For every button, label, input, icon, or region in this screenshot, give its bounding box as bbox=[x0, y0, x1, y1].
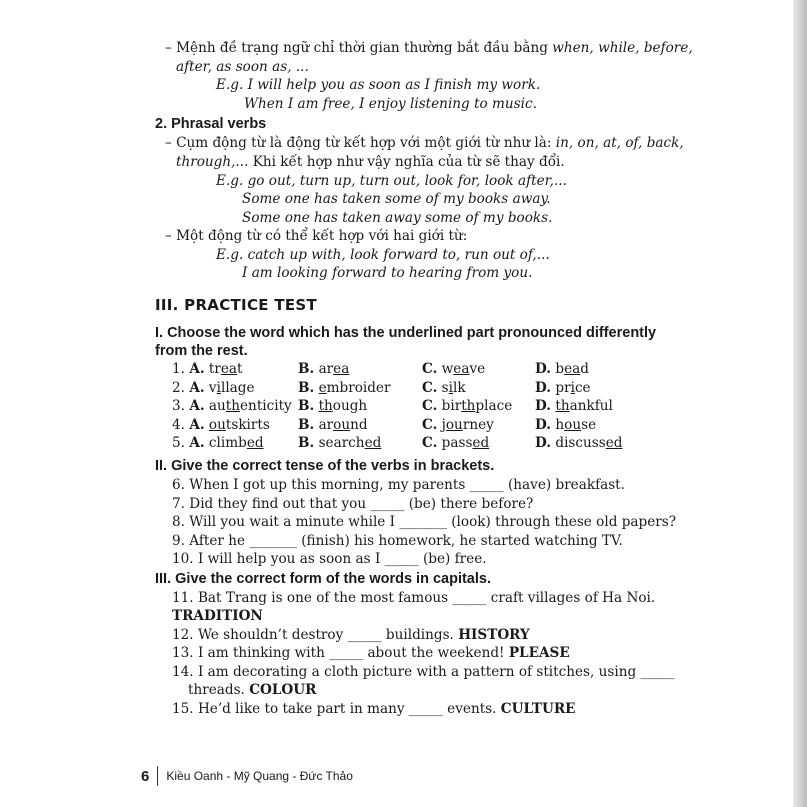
option-word-part: ar bbox=[318, 361, 334, 377]
underlined-part: ea bbox=[453, 361, 470, 377]
option-letter: A. bbox=[189, 435, 205, 451]
option-letter: C. bbox=[422, 379, 438, 396]
option-word-part: t bbox=[237, 361, 243, 377]
question-number: 2. bbox=[172, 379, 185, 396]
underlined-part: th bbox=[225, 398, 241, 414]
answer-option bbox=[172, 380, 255, 396]
exercise-item bbox=[172, 626, 530, 644]
option-word-part: w bbox=[441, 361, 454, 377]
option-word-part: rney bbox=[462, 416, 494, 433]
exercise-item: 10. I will help you as soon as I _____ (be) free. bbox=[172, 551, 487, 567]
question-number: 5. bbox=[172, 435, 185, 451]
option-word-part: ce bbox=[574, 379, 591, 396]
text: threads. bbox=[188, 682, 250, 698]
exercise-item: 11. Bat Trang is one of the most famous _____ craft villages of Ha Noi. bbox=[172, 590, 656, 606]
underlined-part: ed bbox=[246, 435, 264, 451]
option-word-part: enticity bbox=[240, 398, 292, 414]
answer-option bbox=[535, 435, 622, 451]
option-word-part: discuss bbox=[555, 435, 606, 451]
option-word-part: se bbox=[581, 416, 597, 433]
underlined-part: ea bbox=[220, 361, 238, 377]
answer-option bbox=[535, 361, 589, 377]
option-word-part: bir bbox=[441, 398, 462, 414]
option-letter: D. bbox=[535, 416, 552, 433]
option-word-part: tr bbox=[208, 361, 221, 377]
option-word-part: b bbox=[555, 361, 565, 377]
underlined-part: ed bbox=[364, 435, 382, 451]
option-word-part: place bbox=[475, 398, 513, 414]
capital-word: CULTURE bbox=[500, 701, 576, 717]
exercise-item: 9. After he _______ (finish) his homework, he started watching TV. bbox=[172, 533, 623, 549]
option-word-part: d bbox=[580, 361, 589, 377]
option-word-part: search bbox=[318, 435, 365, 451]
answer-option bbox=[535, 380, 591, 396]
option-word-part: ough bbox=[332, 398, 368, 414]
answer-option bbox=[298, 361, 349, 377]
option-word-part: nd bbox=[350, 416, 368, 433]
exercise-item: 14. I am decorating a cloth picture with a pattern of stitches, using _____ bbox=[172, 664, 675, 680]
answer-option bbox=[422, 380, 466, 396]
text: in, on, at, of, back, bbox=[555, 135, 684, 151]
answer-option bbox=[422, 417, 494, 433]
answer-option bbox=[172, 361, 243, 377]
option-letter: D. bbox=[535, 435, 552, 451]
option-letter: C. bbox=[422, 416, 438, 433]
example: I am looking forward to hearing from you. bbox=[242, 265, 533, 281]
option-word-part: pass bbox=[441, 435, 473, 451]
answer-option bbox=[535, 398, 613, 414]
exercise-item: 6. When I got up this morning, my parents _____ (have) breakfast. bbox=[172, 477, 625, 493]
underlined-part: th bbox=[318, 398, 333, 414]
answer-option bbox=[298, 380, 390, 396]
option-word-part: tskirts bbox=[225, 416, 270, 433]
practice-test-title: III. PRACTICE TEST bbox=[155, 296, 318, 314]
option-letter: A. bbox=[189, 416, 205, 433]
section-heading: I. Choose the word which has the underlined part pronounced differently bbox=[155, 325, 657, 341]
option-word-part: ar bbox=[318, 416, 334, 433]
option-letter: C. bbox=[422, 398, 438, 414]
option-letter: B. bbox=[298, 435, 315, 451]
answer-option bbox=[298, 398, 367, 414]
underlined-part: ou bbox=[333, 416, 351, 433]
text: 13. I am thinking with _____ about the weekend! bbox=[172, 645, 509, 661]
text: through,... bbox=[176, 154, 249, 170]
option-word-part: lk bbox=[453, 379, 466, 396]
underlined-part: ed bbox=[605, 435, 623, 451]
theory-line: – Một động từ có thể kết hợp với hai giới từ: bbox=[165, 228, 468, 244]
answer-option bbox=[422, 398, 512, 414]
option-letter: A. bbox=[189, 379, 205, 396]
option-word-part: au bbox=[208, 398, 226, 414]
option-letter: D. bbox=[535, 361, 552, 377]
section-heading: III. Give the correct form of the words in capitals. bbox=[155, 571, 491, 587]
underlined-part: i bbox=[448, 379, 453, 396]
answer-option bbox=[172, 435, 264, 451]
answer-option bbox=[422, 435, 489, 451]
option-word-part: pr bbox=[555, 379, 571, 396]
text: – Mệnh đề trạng ngữ chỉ thời gian thường bắt đầu bằng bbox=[165, 40, 553, 56]
option-letter: C. bbox=[422, 361, 438, 377]
answer-option bbox=[298, 435, 381, 451]
exercise-item bbox=[172, 700, 576, 718]
page-edge bbox=[793, 0, 807, 807]
option-letter: D. bbox=[535, 379, 552, 396]
authors: Kiều Oanh - Mỹ Quang - Đức Thảo bbox=[166, 769, 353, 783]
question-number: 4. bbox=[172, 416, 185, 433]
example: E.g. go out, turn up, turn out, look for, look after,... bbox=[216, 173, 567, 189]
underlined-part: i bbox=[570, 379, 575, 396]
heading-phrasal-verbs: 2. Phrasal verbs bbox=[155, 116, 267, 132]
answer-option bbox=[172, 417, 270, 433]
theory-line: after, as soon as, ... bbox=[176, 59, 309, 75]
option-letter: B. bbox=[298, 361, 315, 377]
example: When I am free, I enjoy listening to music. bbox=[244, 96, 537, 112]
option-word-part: s bbox=[441, 379, 449, 396]
option-word-part: climb bbox=[208, 435, 247, 451]
exercise-item bbox=[172, 644, 570, 662]
question-number: 3. bbox=[172, 398, 185, 414]
capital-word: TRADITION bbox=[172, 608, 263, 624]
theory-line bbox=[176, 153, 565, 171]
underlined-part: i bbox=[216, 379, 221, 396]
section-heading: from the rest. bbox=[155, 343, 248, 359]
exercise-item: 8. Will you wait a minute while I _______ (look) through these old papers? bbox=[172, 514, 677, 530]
option-letter: C. bbox=[422, 435, 438, 451]
example: Some one has taken away some of my books. bbox=[242, 210, 553, 226]
answer-option bbox=[298, 417, 368, 433]
option-word-part: j bbox=[441, 416, 446, 433]
exercise-item bbox=[188, 681, 316, 699]
option-letter: A. bbox=[189, 361, 205, 377]
section-heading: II. Give the correct tense of the verbs in brackets. bbox=[155, 458, 495, 474]
page-footer bbox=[141, 766, 353, 786]
text: 15. He’d like to take part in many _____ events. bbox=[172, 701, 501, 717]
option-word-part: v bbox=[208, 379, 217, 396]
divider bbox=[157, 766, 158, 786]
option-letter: D. bbox=[535, 398, 552, 414]
text: – Cụm động từ là động từ kết hợp với một giới từ như là: bbox=[165, 135, 556, 151]
theory-line bbox=[165, 134, 684, 152]
text: Khi kết hợp như vậy nghĩa của từ sẽ thay đổi. bbox=[248, 154, 565, 170]
answer-option bbox=[172, 398, 292, 414]
underlined-part: ou bbox=[445, 416, 463, 433]
answer-option bbox=[535, 417, 596, 433]
option-letter: A. bbox=[189, 398, 205, 414]
page-number: 6 bbox=[141, 767, 150, 785]
capital-word: HISTORY bbox=[458, 627, 530, 643]
example: Some one has taken some of my books away. bbox=[242, 191, 551, 207]
option-word-part: ankful bbox=[569, 398, 613, 414]
option-word-part: llage bbox=[220, 379, 255, 396]
example: E.g. I will help you as soon as I finish my work. bbox=[216, 77, 541, 93]
option-word-part: ve bbox=[469, 361, 486, 377]
option-word-part: mbroider bbox=[326, 379, 391, 396]
capital-word: PLEASE bbox=[508, 645, 570, 661]
option-letter: B. bbox=[298, 398, 315, 414]
exercise-item: 7. Did they find out that you _____ (be) there before? bbox=[172, 496, 534, 512]
underlined-part: th bbox=[555, 398, 570, 414]
theory-line bbox=[165, 39, 693, 57]
option-word-part: h bbox=[555, 416, 565, 433]
capital-word: COLOUR bbox=[249, 682, 317, 698]
text: when, while, before, bbox=[552, 40, 693, 56]
option-letter: B. bbox=[298, 379, 315, 396]
underlined-part: th bbox=[461, 398, 476, 414]
text: 12. We shouldn’t destroy _____ buildings. bbox=[172, 627, 459, 643]
underlined-part: ea bbox=[333, 361, 350, 377]
underlined-part: ea bbox=[564, 361, 581, 377]
option-letter: B. bbox=[298, 416, 315, 433]
underlined-part: ed bbox=[472, 435, 490, 451]
question-number: 1. bbox=[172, 361, 185, 377]
underlined-part: ou bbox=[208, 416, 226, 433]
underlined-part: ou bbox=[564, 416, 582, 433]
answer-option bbox=[422, 361, 485, 377]
example: E.g. catch up with, look forward to, run out of,... bbox=[216, 247, 550, 263]
underlined-part: e bbox=[318, 379, 327, 396]
